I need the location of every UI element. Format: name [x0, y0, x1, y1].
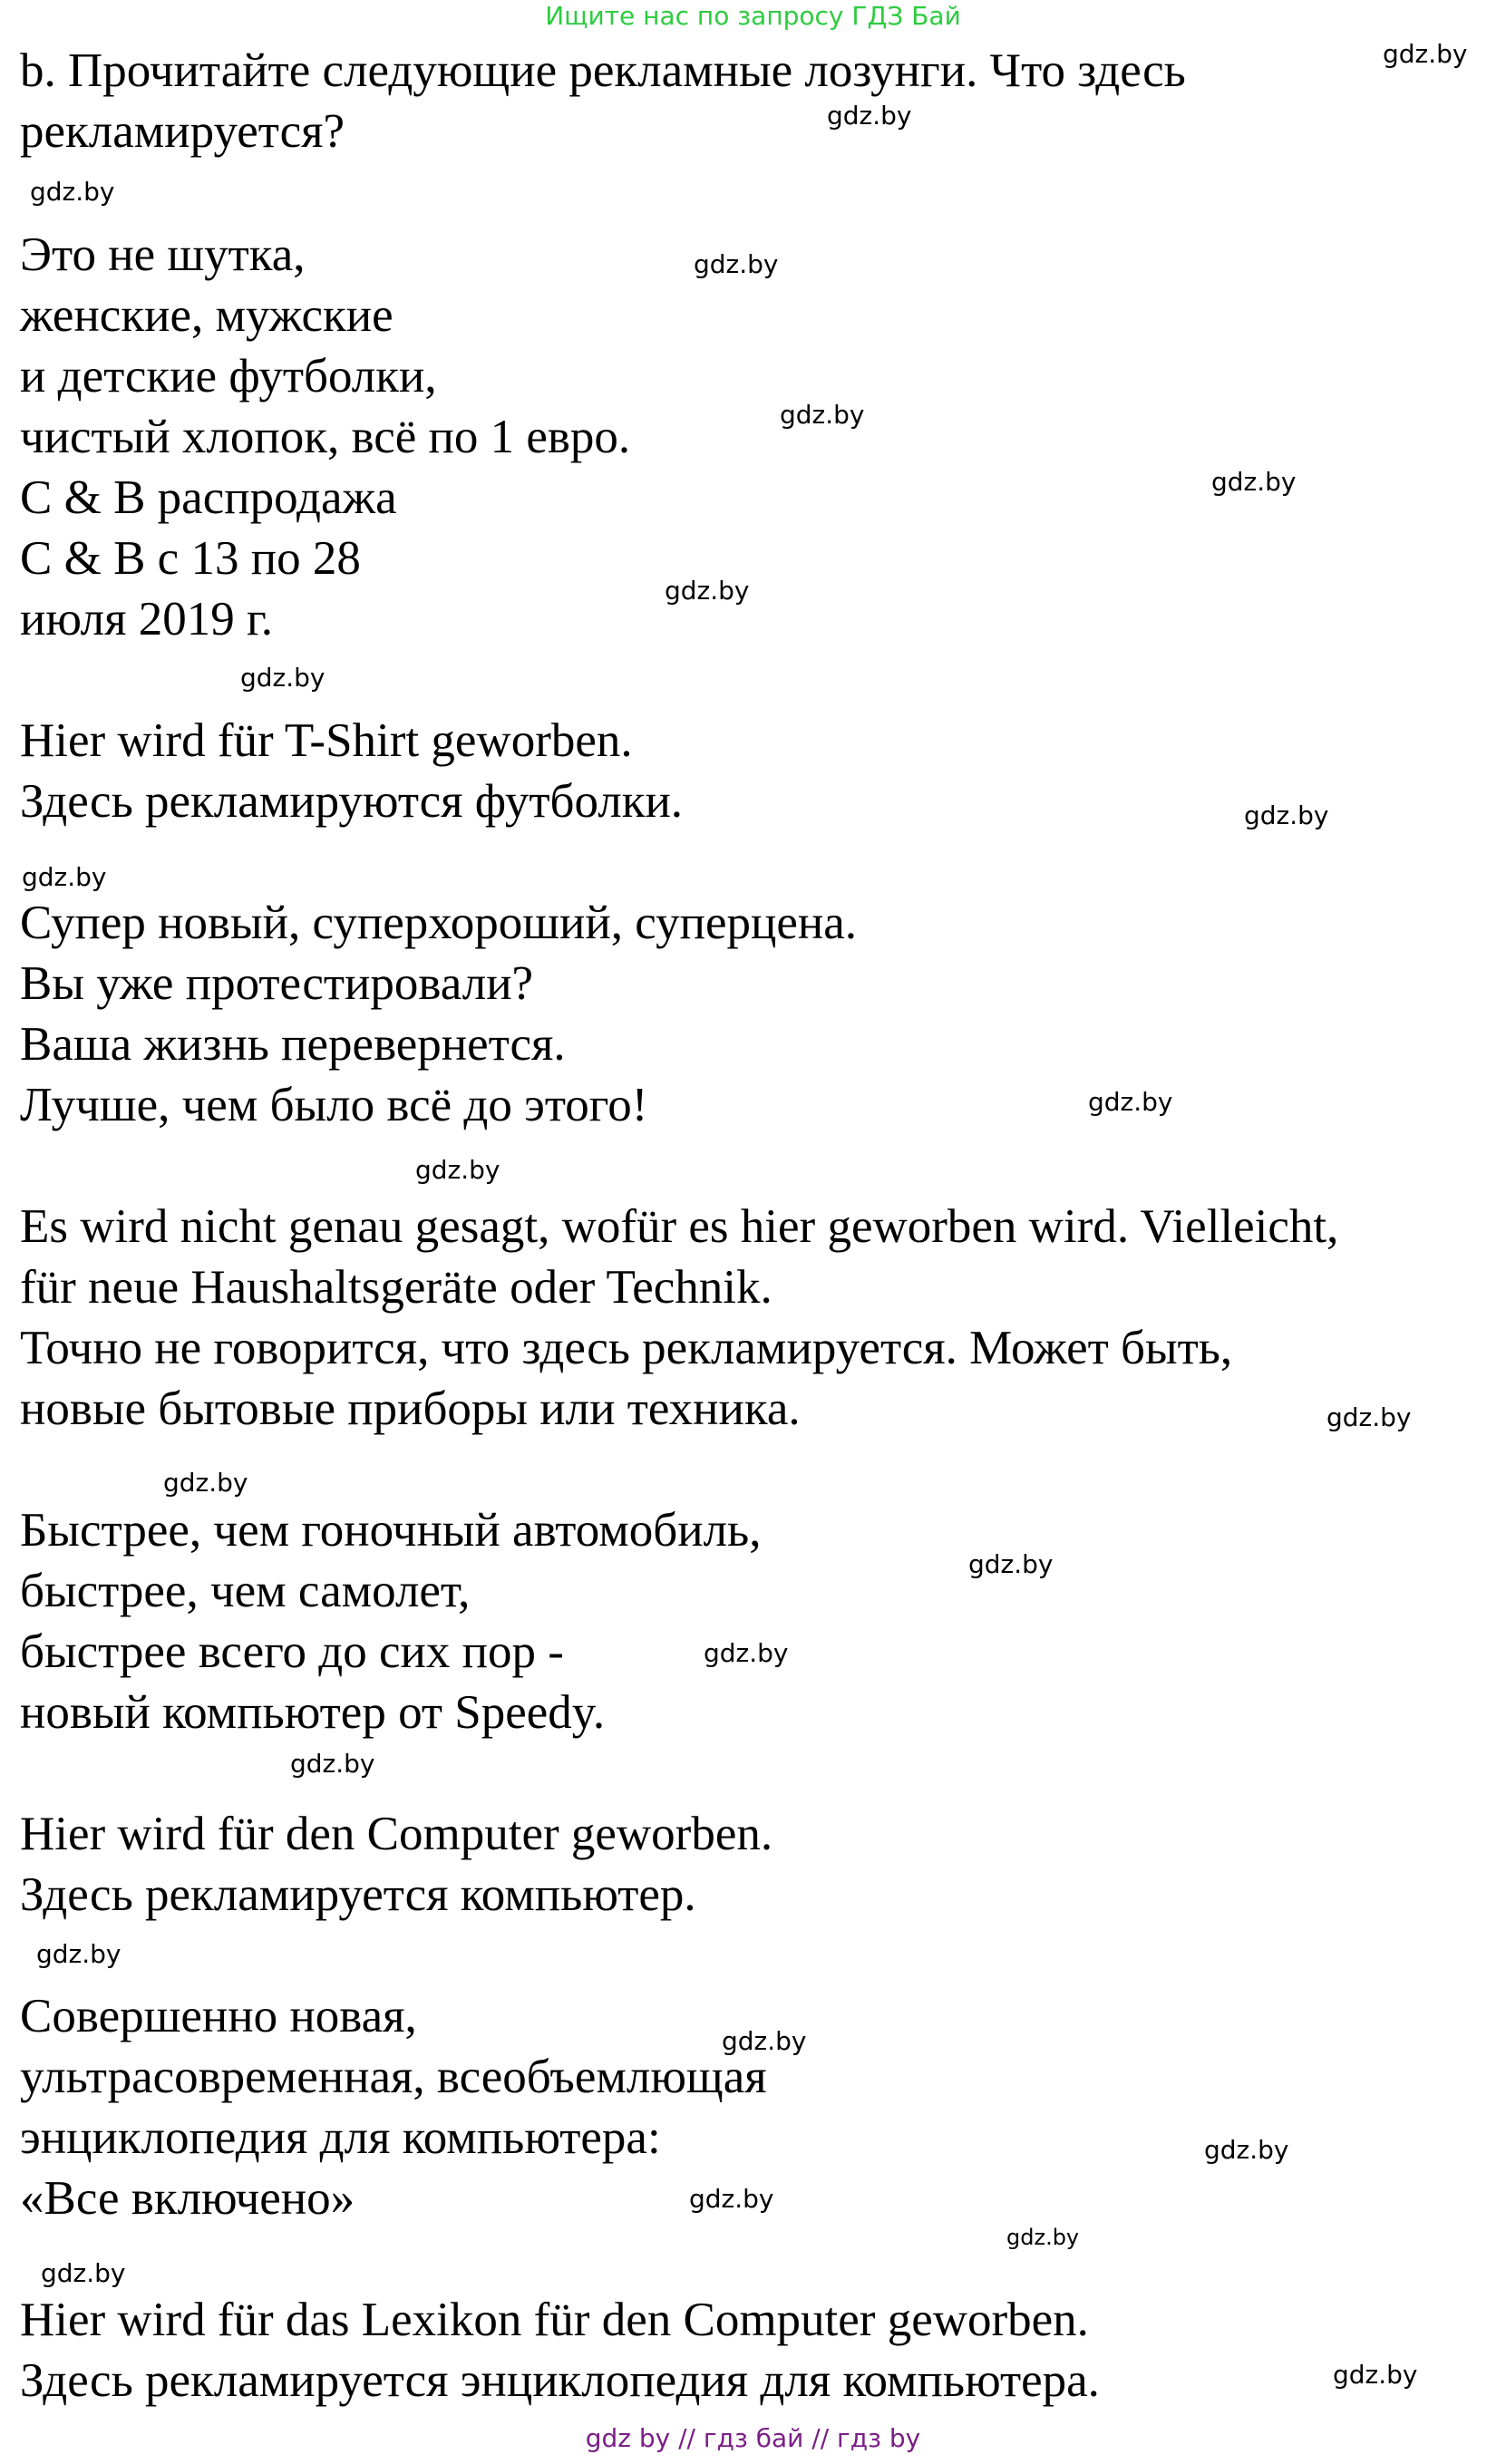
watermark: gdz.by [290, 1749, 375, 1779]
watermark: gdz.by [41, 2258, 126, 2288]
ad-1-line-1: Это не шутка, [20, 228, 306, 281]
task-title-line-1: b. Прочитайте следующие рекламные лозунги. Что здесь [20, 44, 1186, 97]
ad-1-line-6: C & B с 13 по 28 [20, 532, 361, 585]
ad-2-line-3: Ваша жизнь перевернется. [20, 1018, 566, 1071]
ad-4-line-2: ультрасовременная, всеобъемлющая [20, 2051, 767, 2103]
answer-4-german: Hier wird für das Lexikon für den Computer geworben. [20, 2294, 1089, 2346]
ad-3-line-1: Быстрее, чем гоночный автомобиль, [20, 1504, 762, 1557]
answer-3-german: Hier wird für den Computer geworben. [20, 1808, 773, 1860]
watermark: gdz.by [1088, 1087, 1173, 1117]
ad-4-line-3: энциклопедия для компьютера: [20, 2111, 661, 2164]
watermark: gdz.by [36, 1939, 121, 1969]
watermark: gdz.by [22, 862, 107, 892]
ad-1-line-4: чистый хлопок, всё по 1 евро. [20, 411, 631, 463]
watermark: gdz.by [665, 576, 750, 606]
ad-1-line-5: C & B распродажа [20, 471, 397, 524]
answer-4-russian: Здесь рекламируется энциклопедия для компьютера. [20, 2354, 1100, 2407]
answer-2-russian-1: Точно не говорится, что здесь рекламируется. Может быть, [20, 1322, 1233, 1374]
bottom-banner[interactable]: gdz by // гдз бай // гдз by [585, 2423, 921, 2453]
task-title-line-2: рекламируется? [20, 105, 345, 158]
watermark: gdz.by [968, 1549, 1054, 1579]
watermark: gdz.by [1204, 2135, 1289, 2165]
watermark: gdz.by [240, 663, 325, 693]
answer-1-german: Hier wird für T-Shirt geworben. [20, 714, 633, 767]
watermark: gdz.by [694, 249, 779, 279]
ad-2-line-1: Супер новый, суперхороший, суперцена. [20, 897, 857, 949]
watermark: gdz.by [415, 1155, 500, 1185]
watermark: gdz.by [1244, 800, 1329, 830]
answer-1-russian: Здесь рекламируются футболки. [20, 775, 684, 828]
answer-3-russian: Здесь рекламируется компьютер. [20, 1868, 696, 1921]
watermark: gdz.by [689, 2184, 774, 2214]
ad-3-line-4: новый компьютер от Speedy. [20, 1686, 606, 1739]
answer-2-german-1: Es wird nicht genau gesagt, wofür es hier geworben wird. Vielleicht, [20, 1200, 1339, 1253]
watermark: gdz.by [1326, 1402, 1412, 1432]
answer-2-russian-2: новые бытовые приборы или техника. [20, 1382, 801, 1435]
ad-4-line-1: Совершенно новая, [20, 1990, 417, 2042]
watermark: gdz.by [163, 1468, 248, 1498]
top-banner[interactable]: Ищите нас по запросу ГДЗ Бай [545, 1, 961, 31]
watermark: gdz.by [827, 101, 912, 131]
ad-2-line-4: Лучше, чем было всё до этого! [20, 1079, 648, 1131]
watermark: gdz.by [30, 177, 115, 207]
ad-3-line-2: быстрее, чем самолет, [20, 1565, 471, 1617]
watermark: gdz.by [1383, 39, 1468, 69]
watermark: gdz.by [722, 2026, 807, 2056]
watermark: gdz.by [1006, 2225, 1080, 2250]
ad-3-line-3: быстрее всего до сих пор - [20, 1625, 564, 1678]
watermark: gdz.by [704, 1638, 789, 1668]
ad-1-line-2: женские, мужские [20, 289, 394, 342]
watermark: gdz.by [780, 400, 865, 430]
watermark: gdz.by [1211, 467, 1297, 497]
ad-2-line-2: Вы уже протестировали? [20, 957, 534, 1010]
ad-1-line-3: и детские футболки, [20, 350, 437, 403]
ad-1-line-7: июля 2019 г. [20, 593, 273, 645]
ad-4-line-4: «Все включено» [20, 2172, 355, 2225]
watermark: gdz.by [1333, 2360, 1418, 2390]
answer-2-german-2: für neue Haushaltsgeräte oder Technik. [20, 1261, 772, 1314]
